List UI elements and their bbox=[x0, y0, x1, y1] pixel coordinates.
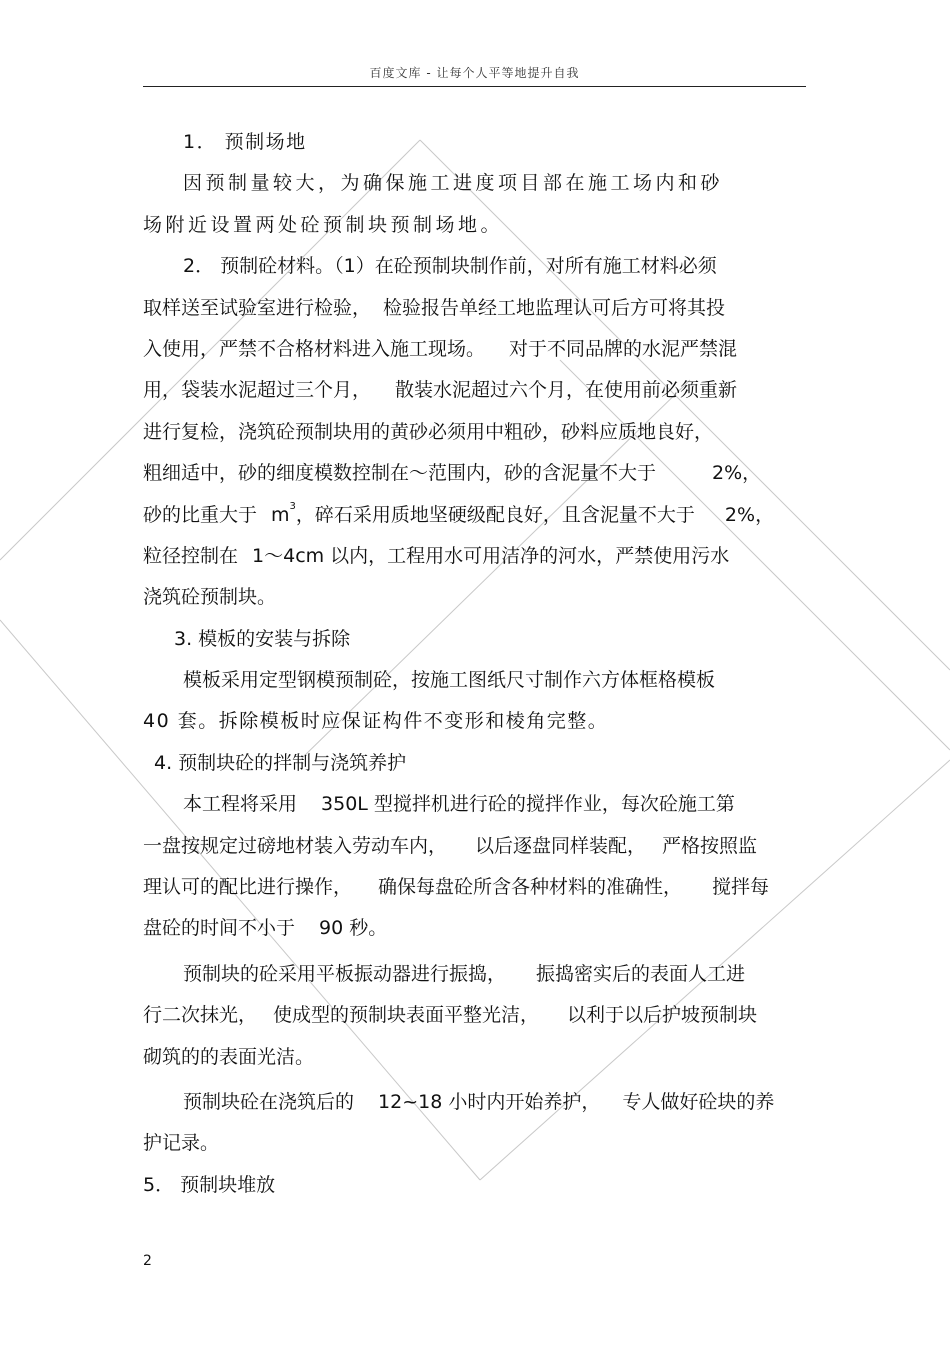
section-heading: 2． 预制砼材料。（1）在砼预制块制作前，对所有施工材料必须 bbox=[183, 255, 717, 278]
page-number: 2 bbox=[143, 1253, 152, 1269]
paragraph-line: 粗细适中，砂的细度模数控制在～范围内，砂的含泥量不大于 2%， bbox=[143, 462, 762, 485]
section-heading: 4. 预制块砼的拌制与浇筑养护 bbox=[154, 751, 407, 774]
paragraph-line: 预制块砼在浇筑后的 12~18 小时内开始养护， 专人做好砼块的养 bbox=[183, 1090, 775, 1113]
paragraph-line: 入使用，严禁不合格材料进入施工现场。 对于不同品牌的水泥严禁混 bbox=[143, 337, 738, 360]
paragraph-line: 本工程将采用 350L 型搅拌机进行砼的搅拌作业，每次砼施工第 bbox=[183, 793, 735, 816]
paragraph-line: 行二次抹光， 使成型的预制块表面平整光洁， 以利于以后护坡预制块 bbox=[143, 1004, 758, 1027]
paragraph-line: 护记录。 bbox=[143, 1132, 220, 1155]
paragraph-line: 取样送至试验室进行检验， 检验报告单经工地监理认可后方可将其投 bbox=[143, 296, 726, 319]
section-heading: 1． 预制场地 bbox=[183, 131, 307, 153]
document-body bbox=[143, 122, 806, 1206]
section-heading: 5． 预制块堆放 bbox=[143, 1173, 276, 1196]
paragraph-line: 砌筑的的表面光洁。 bbox=[143, 1045, 315, 1068]
paragraph-line: 用，袋装水泥超过三个月， 散装水泥超过六个月，在使用前必须重新 bbox=[143, 379, 738, 402]
section-heading: 3. 模板的安装与拆除 bbox=[174, 627, 351, 650]
paragraph-line: 浇筑砼预制块。 bbox=[143, 586, 277, 609]
paragraph-line: 模板采用定型钢模预制砼，按施工图纸尺寸制作六方体框格模板 bbox=[183, 669, 716, 692]
paragraph-line: 进行复检，浇筑砼预制块用的黄砂必须用中粗砂，砂料应质地良好， bbox=[143, 420, 714, 443]
page-header: 百度文库 - 让每个人平等地提升自我 bbox=[369, 66, 580, 80]
paragraph-line: 预制块的砼采用平板振动器进行振捣， 振捣密实后的表面人工进 bbox=[183, 962, 746, 985]
paragraph-line: 场附近设置两处砼预制块预制场地。 bbox=[143, 213, 504, 236]
paragraph-line: 砂的比重大于 $m^3$，碎石采用质地坚硬级配良好，且含泥量不大于 2%， bbox=[143, 500, 775, 526]
paragraph-line: 因预制量较大，为确保施工进度项目部在施工场内和砂 bbox=[183, 172, 724, 195]
paragraph-line: 粒径控制在 1～4cm 以内，工程用水可用洁净的河水，严禁使用污水 bbox=[143, 544, 730, 567]
paragraph-line: 40 套。拆除模板时应保证构件不变形和棱角完整。 bbox=[143, 710, 609, 733]
paragraph-line: 盘砼的时间不小于 90 秒。 bbox=[143, 917, 388, 940]
paragraph-line: 一盘按规定过磅地材装入劳动车内， 以后逐盘同样装配， 严格按照监 bbox=[143, 834, 758, 857]
header-divider bbox=[143, 86, 806, 87]
paragraph-line: 理认可的配比进行操作， 确保每盘砼所含各种材料的准确性， 搅拌每 bbox=[143, 876, 770, 899]
